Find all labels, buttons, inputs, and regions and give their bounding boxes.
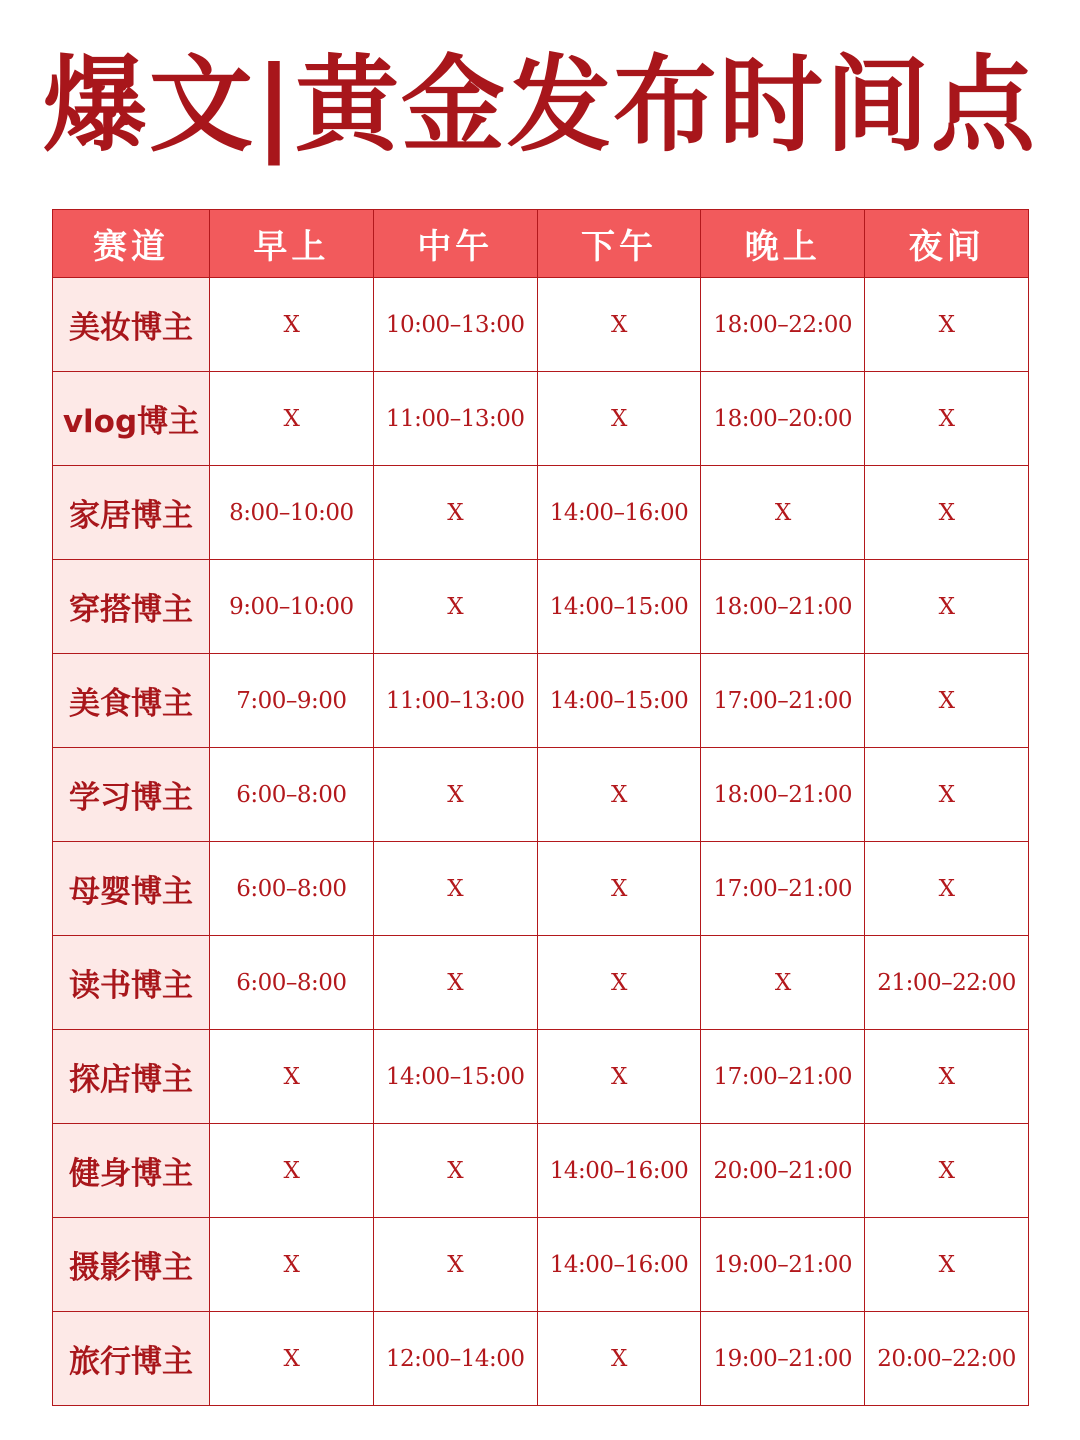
time-cell-morning: 6:00–8:00: [210, 748, 374, 842]
track-name: 探店博主: [53, 1030, 210, 1124]
page-title: 爆文|黄金发布时间点: [43, 44, 1037, 166]
publish-time-table: [52, 209, 1029, 1406]
time-cell-noon: 12:00–14:00: [373, 1312, 537, 1406]
track-name: 读书博主: [53, 936, 210, 1030]
table-row: [53, 748, 1029, 842]
time-cell-evening: X: [701, 466, 865, 560]
time-cell-night: X: [865, 654, 1029, 748]
time-cell-afternoon: 14:00–15:00: [537, 654, 701, 748]
column-header-morning: 早上: [210, 210, 374, 278]
time-cell-noon: 11:00–13:00: [373, 654, 537, 748]
time-cell-noon: X: [373, 560, 537, 654]
track-name: 学习博主: [53, 748, 210, 842]
table-row: [53, 560, 1029, 654]
column-header-noon: 中午: [373, 210, 537, 278]
time-cell-night: X: [865, 278, 1029, 372]
table-row: [53, 1312, 1029, 1406]
time-cell-morning: 7:00–9:00: [210, 654, 374, 748]
time-cell-morning: X: [210, 372, 374, 466]
column-header-night: 夜间: [865, 210, 1029, 278]
column-header-afternoon: 下午: [537, 210, 701, 278]
time-cell-morning: X: [210, 1218, 374, 1312]
time-cell-evening: 19:00–21:00: [701, 1312, 865, 1406]
table-header-row: [53, 210, 1029, 278]
table-row: [53, 278, 1029, 372]
time-cell-noon: X: [373, 936, 537, 1030]
time-cell-evening: 20:00–21:00: [701, 1124, 865, 1218]
time-cell-evening: 17:00–21:00: [701, 1030, 865, 1124]
time-cell-evening: 17:00–21:00: [701, 654, 865, 748]
time-cell-noon: 10:00–13:00: [373, 278, 537, 372]
time-cell-evening: X: [701, 936, 865, 1030]
time-cell-night: 20:00–22:00: [865, 1312, 1029, 1406]
time-cell-noon: X: [373, 748, 537, 842]
time-cell-afternoon: X: [537, 842, 701, 936]
table-row: [53, 654, 1029, 748]
time-cell-afternoon: X: [537, 372, 701, 466]
time-cell-afternoon: X: [537, 748, 701, 842]
track-name: 穿搭博主: [53, 560, 210, 654]
time-cell-night: X: [865, 466, 1029, 560]
time-cell-evening: 17:00–21:00: [701, 842, 865, 936]
track-name: vlog博主: [53, 372, 210, 466]
time-cell-morning: 6:00–8:00: [210, 936, 374, 1030]
time-cell-afternoon: X: [537, 936, 701, 1030]
time-cell-noon: X: [373, 466, 537, 560]
time-cell-night: 21:00–22:00: [865, 936, 1029, 1030]
time-cell-afternoon: 14:00–16:00: [537, 466, 701, 560]
time-cell-night: X: [865, 1218, 1029, 1312]
time-cell-afternoon: X: [537, 278, 701, 372]
time-cell-noon: X: [373, 1124, 537, 1218]
time-cell-morning: 8:00–10:00: [210, 466, 374, 560]
time-cell-noon: X: [373, 1218, 537, 1312]
table-row: [53, 842, 1029, 936]
time-cell-night: X: [865, 842, 1029, 936]
time-cell-afternoon: 14:00–16:00: [537, 1124, 701, 1218]
table-row: [53, 936, 1029, 1030]
time-cell-afternoon: 14:00–16:00: [537, 1218, 701, 1312]
table-row: [53, 1218, 1029, 1312]
table-row: [53, 1124, 1029, 1218]
track-name: 摄影博主: [53, 1218, 210, 1312]
time-cell-night: X: [865, 560, 1029, 654]
track-name: 美食博主: [53, 654, 210, 748]
time-cell-night: X: [865, 1124, 1029, 1218]
time-cell-morning: X: [210, 1124, 374, 1218]
table-row: [53, 1030, 1029, 1124]
column-header-track: 赛道: [53, 210, 210, 278]
track-name: 健身博主: [53, 1124, 210, 1218]
time-cell-noon: 14:00–15:00: [373, 1030, 537, 1124]
time-cell-night: X: [865, 1030, 1029, 1124]
time-cell-morning: X: [210, 278, 374, 372]
time-cell-night: X: [865, 748, 1029, 842]
table-row: [53, 466, 1029, 560]
time-cell-noon: 11:00–13:00: [373, 372, 537, 466]
time-cell-afternoon: 14:00–15:00: [537, 560, 701, 654]
time-cell-evening: 19:00–21:00: [701, 1218, 865, 1312]
track-name: 旅行博主: [53, 1312, 210, 1406]
table-row: [53, 372, 1029, 466]
time-cell-noon: X: [373, 842, 537, 936]
column-header-evening: 晚上: [701, 210, 865, 278]
track-name: 母婴博主: [53, 842, 210, 936]
time-cell-night: X: [865, 372, 1029, 466]
track-name: 美妆博主: [53, 278, 210, 372]
track-name: 家居博主: [53, 466, 210, 560]
time-cell-evening: 18:00–22:00: [701, 278, 865, 372]
time-cell-morning: X: [210, 1030, 374, 1124]
time-cell-evening: 18:00–21:00: [701, 560, 865, 654]
time-cell-afternoon: X: [537, 1030, 701, 1124]
time-cell-afternoon: X: [537, 1312, 701, 1406]
time-cell-morning: 6:00–8:00: [210, 842, 374, 936]
time-cell-morning: X: [210, 1312, 374, 1406]
time-cell-evening: 18:00–20:00: [701, 372, 865, 466]
time-cell-morning: 9:00–10:00: [210, 560, 374, 654]
time-cell-evening: 18:00–21:00: [701, 748, 865, 842]
